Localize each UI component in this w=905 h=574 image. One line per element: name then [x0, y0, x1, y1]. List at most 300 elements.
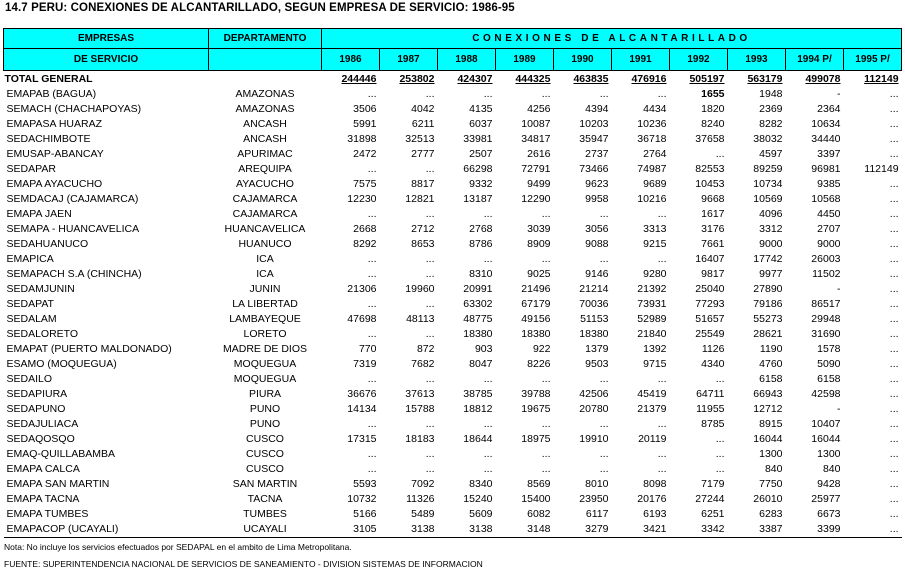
table-row [4, 462, 902, 477]
year-header: 1991 [612, 49, 670, 71]
empresa-cell: SEMDACAJ (CAJAMARCA) [6, 193, 139, 205]
value-cell: ... [367, 253, 377, 265]
value-cell: ... [483, 373, 493, 385]
value-cell: ... [425, 208, 435, 220]
empresa-cell: EMAPAB (BAGUA) [6, 88, 97, 100]
value-cell: ... [483, 418, 493, 430]
value-cell: 7092 [411, 478, 435, 490]
value-cell: 770 [358, 343, 377, 355]
year-header: 1995 P/ [844, 49, 902, 71]
value-cell: 6251 [701, 508, 725, 520]
connections-table [3, 28, 902, 538]
empresa-cell: SEDAJULIACA [6, 418, 79, 430]
value-cell: 6211 [411, 118, 435, 130]
value-cell: ... [599, 448, 609, 460]
departamento-cell: AREQUIPA [238, 163, 292, 175]
value-cell: 903 [474, 343, 493, 355]
empresa-cell: EMAPICA [6, 253, 54, 265]
value-cell: ... [889, 418, 899, 430]
value-cell: ... [889, 103, 899, 115]
table-row [4, 492, 902, 507]
empresa-cell: SEDALORETO [6, 328, 79, 340]
value-cell: 1617 [701, 208, 725, 220]
value-cell: 9668 [701, 193, 725, 205]
empresa-cell: EMAPA TUMBES [6, 508, 89, 520]
value-cell: 77293 [695, 298, 725, 310]
table-row [4, 162, 902, 177]
total-value-value: 476916 [631, 72, 667, 85]
empresa-cell: SEDAQOSQO [6, 433, 75, 445]
year-header: 1994 P/ [786, 49, 844, 71]
value-cell: 33981 [463, 133, 493, 145]
value-cell: 38032 [753, 133, 783, 145]
total-row [4, 71, 902, 88]
table-row [4, 117, 902, 132]
value-cell: ... [715, 373, 725, 385]
value-cell: ... [541, 208, 551, 220]
value-cell: 11955 [696, 403, 725, 415]
value-cell: 10453 [695, 178, 725, 190]
empresas-header-top: EMPRESAS [4, 29, 209, 49]
value-cell: 1392 [643, 343, 667, 355]
value-cell: 12712 [753, 403, 783, 415]
value-cell: 2764 [643, 148, 667, 160]
value-cell: 21840 [637, 328, 667, 340]
value-cell: 4096 [759, 208, 783, 220]
empresa-cell: SEDACHIMBOTE [6, 133, 91, 145]
value-cell: 34817 [521, 133, 551, 145]
value-cell: 1655 [701, 88, 725, 100]
value-cell: 19910 [579, 433, 609, 445]
empresa-cell: ESAMO (MOQUEGUA) [6, 358, 117, 370]
value-cell: 7750 [759, 478, 783, 490]
value-cell: ... [599, 88, 609, 100]
empresa-cell: SEDAPAR [6, 163, 56, 175]
departamento-cell: MOQUEGUA [233, 358, 297, 370]
value-cell: ... [541, 463, 551, 475]
value-cell: 21306 [347, 283, 377, 295]
departamento-cell: MOQUEGUA [233, 373, 297, 385]
value-cell: 20176 [637, 493, 667, 505]
departamento-cell: ANCASH [243, 133, 287, 145]
value-cell: 28621 [753, 328, 783, 340]
value-cell: 7575 [353, 178, 377, 190]
value-cell: 3342 [670, 522, 728, 538]
departamento-cell: CUSCO [246, 433, 284, 445]
total-value-value: 505197 [689, 72, 725, 85]
empresas-header-bottom: DE SERVICIO [4, 49, 209, 71]
value-cell: 10734 [753, 178, 783, 190]
value-cell: ... [367, 463, 377, 475]
value-cell: 8915 [759, 418, 783, 430]
value-cell: 10569 [753, 193, 783, 205]
value-cell: ... [889, 403, 899, 415]
value-cell: 8098 [643, 478, 667, 490]
value-cell: ... [541, 373, 551, 385]
departamento-cell: CAJAMARCA [232, 208, 298, 220]
value-cell: 8340 [469, 478, 493, 490]
departamento-cell: APURIMAC [237, 148, 293, 160]
value-cell: ... [483, 463, 493, 475]
value-cell: ... [657, 253, 667, 265]
value-cell: 89259 [753, 163, 783, 175]
value-cell: ... [599, 208, 609, 220]
empresa-cell: EMAPA AYACUCHO [6, 178, 103, 190]
value-cell: 8240 [701, 118, 725, 130]
value-cell: 96981 [811, 163, 841, 175]
value-cell: - [837, 403, 841, 415]
value-cell: ... [541, 448, 551, 460]
total-value-value: 112149 [864, 72, 899, 85]
departamento-cell: TUMBES [243, 508, 287, 520]
departamento-cell: TACNA [247, 493, 283, 505]
value-cell: ... [541, 253, 551, 265]
value-cell: 26010 [753, 493, 783, 505]
value-cell: 4434 [643, 103, 667, 115]
value-cell: 27244 [695, 493, 725, 505]
value-cell: 37658 [695, 133, 725, 145]
value-cell: 8310 [469, 268, 493, 280]
table-row [4, 357, 902, 372]
value-cell: 9280 [643, 268, 667, 280]
value-cell: ... [657, 463, 667, 475]
table-row [4, 237, 902, 252]
value-cell: 2712 [411, 223, 435, 235]
value-cell: 72791 [521, 163, 551, 175]
value-cell: 5593 [353, 478, 377, 490]
departamento-cell: CUSCO [246, 448, 284, 460]
value-cell: ... [889, 433, 899, 445]
value-cell: ... [483, 253, 493, 265]
empresa-cell: EMAPAT (PUERTO MALDONADO) [6, 343, 172, 355]
value-cell: 13187 [463, 193, 493, 205]
departamento-cell: PUNO [249, 403, 281, 415]
value-cell: ... [889, 133, 899, 145]
value-cell: 8817 [411, 178, 435, 190]
value-cell: 5166 [353, 508, 377, 520]
value-cell: 1300 [759, 448, 783, 460]
value-cell: 20780 [579, 403, 609, 415]
total-value-value: 463835 [573, 72, 609, 85]
value-cell: 2737 [585, 148, 609, 160]
departamento-cell: ANCASH [243, 118, 287, 130]
value-cell: 21496 [521, 283, 551, 295]
value-cell: 73931 [637, 298, 667, 310]
value-cell: 840 [822, 463, 841, 475]
value-cell: 8282 [759, 118, 783, 130]
footnote: Nota: No incluye los servicios efectuados por SEDAPAL en el ambito de Lima Metropolitana. [4, 542, 352, 552]
departamento-cell: AMAZONAS [235, 103, 295, 115]
value-cell: 52989 [637, 313, 667, 325]
value-cell: 8010 [585, 478, 609, 490]
value-cell: 10236 [637, 118, 667, 130]
value-cell: 4394 [585, 103, 609, 115]
value-cell: 3039 [527, 223, 551, 235]
value-cell: 10634 [811, 118, 841, 130]
value-cell: ... [599, 463, 609, 475]
year-header: 1989 [496, 49, 554, 71]
value-cell: 9385 [817, 178, 841, 190]
value-cell: 6193 [643, 508, 667, 520]
table-row [4, 327, 902, 342]
value-cell: 12821 [405, 193, 435, 205]
value-cell: 38785 [463, 388, 493, 400]
value-cell: ... [889, 358, 899, 370]
value-cell: 11502 [812, 268, 841, 280]
value-cell: 2369 [759, 103, 783, 115]
value-cell: ... [425, 253, 435, 265]
value-cell: ... [599, 418, 609, 430]
value-cell: 5991 [353, 118, 377, 130]
value-cell: 34440 [811, 133, 841, 145]
value-cell: 10087 [521, 118, 551, 130]
value-cell: 6158 [817, 373, 841, 385]
value-cell: 8653 [411, 238, 435, 250]
value-cell: ... [483, 208, 493, 220]
value-cell: ... [367, 163, 377, 175]
year-header: 1988 [438, 49, 496, 71]
table-row [4, 87, 902, 102]
value-cell: 15240 [463, 493, 493, 505]
value-cell: 74987 [637, 163, 667, 175]
departamento-cell: LA LIBERTAD [232, 298, 298, 310]
table-row [4, 207, 902, 222]
value-cell: 36676 [347, 388, 377, 400]
value-cell: 66298 [463, 163, 493, 175]
departamento-header-blank [209, 49, 322, 71]
value-cell: 4042 [411, 103, 435, 115]
value-cell: 8909 [527, 238, 551, 250]
value-cell: 9715 [643, 358, 667, 370]
value-cell: 840 [764, 463, 783, 475]
value-cell: 18812 [463, 403, 493, 415]
year-header: 1990 [554, 49, 612, 71]
total-value-value: 563179 [747, 72, 783, 85]
value-cell: 3421 [612, 522, 670, 538]
empresa-cell: EMAQ-QUILLABAMBA [6, 448, 116, 460]
value-cell: ... [541, 88, 551, 100]
value-cell: 47698 [347, 313, 377, 325]
value-cell: 8569 [527, 478, 551, 490]
table-row [4, 267, 902, 282]
value-cell: 4450 [817, 208, 841, 220]
value-cell: 26003 [811, 253, 841, 265]
table-row [4, 432, 902, 447]
value-cell: 39788 [521, 388, 551, 400]
empresa-cell: EMAPA SAN MARTIN [6, 478, 110, 490]
value-cell: 10732 [347, 493, 377, 505]
departamento-cell: UCAYALI [209, 522, 322, 538]
empresa-cell: SEDAPUNO [6, 403, 66, 415]
value-cell: 2472 [353, 148, 377, 160]
value-cell: 25040 [695, 283, 725, 295]
value-cell: 1948 [759, 88, 783, 100]
table-row [4, 402, 902, 417]
empresa-cell: SEDAPIURA [6, 388, 68, 400]
value-cell: 19960 [405, 283, 435, 295]
value-cell: 6158 [759, 373, 783, 385]
total-label: TOTAL GENERAL [4, 71, 209, 88]
value-cell: 18644 [463, 433, 493, 445]
value-cell: ... [889, 493, 899, 505]
value-cell: 79186 [753, 298, 783, 310]
value-cell: ... [889, 328, 899, 340]
value-cell: 6082 [527, 508, 551, 520]
departamento-cell: ICA [256, 268, 274, 280]
value-cell: 2768 [469, 223, 493, 235]
empresa-cell: SEDAILO [6, 373, 53, 385]
value-cell: ... [889, 88, 899, 100]
total-value-value: 253802 [399, 72, 435, 85]
value-cell: 3399 [786, 522, 844, 538]
value-cell: ... [889, 313, 899, 325]
value-cell: 7661 [701, 238, 725, 250]
value-cell: 9332 [469, 178, 493, 190]
source-line: FUENTE: SUPERINTENDENCIA NACIONAL DE SERVICIOS DE SANEAMIENTO - DIVISION SISTEMAS DE INFORMACION [4, 559, 483, 569]
value-cell: 35947 [579, 133, 609, 145]
value-cell: 7682 [411, 358, 435, 370]
total-value-value: 499078 [805, 72, 841, 85]
value-cell: 45419 [637, 388, 667, 400]
value-cell: 48775 [463, 313, 493, 325]
table-row [4, 372, 902, 387]
value-cell: ... [889, 193, 899, 205]
value-cell: 49156 [521, 313, 551, 325]
value-cell: 10203 [579, 118, 609, 130]
value-cell: 31690 [811, 328, 841, 340]
total-value-value: 424307 [457, 72, 493, 85]
value-cell: 18183 [405, 433, 435, 445]
table-row [4, 447, 902, 462]
value-cell: 25977 [811, 493, 841, 505]
table-row [4, 297, 902, 312]
value-cell: ... [367, 208, 377, 220]
value-cell: 9499 [527, 178, 551, 190]
value-cell: ... [367, 418, 377, 430]
value-cell: 9000 [759, 238, 783, 250]
total-value [438, 71, 496, 88]
departamento-cell: LAMBAYEQUE [229, 313, 301, 325]
table-row [4, 342, 902, 357]
table-row [4, 102, 902, 117]
table-row [4, 387, 902, 402]
empresa-cell: SEMAPACH S.A (CHINCHA) [6, 268, 142, 280]
departamento-cell: LORETO [243, 328, 287, 340]
value-cell: ... [367, 88, 377, 100]
value-cell: 86517 [811, 298, 841, 310]
empresa-cell: EMUSAP-ABANCAY [6, 148, 104, 160]
value-cell: 1126 [701, 343, 725, 355]
departamento-cell: SAN MARTIN [232, 478, 298, 490]
value-cell: ... [889, 343, 899, 355]
total-value [322, 71, 380, 88]
value-cell: ... [889, 448, 899, 460]
value-cell: 4340 [701, 358, 725, 370]
value-cell: 4760 [759, 358, 783, 370]
value-cell: 1820 [701, 103, 725, 115]
value-cell: ... [657, 208, 667, 220]
empresa-cell: EMAPA JAEN [6, 208, 72, 220]
group-header: CONEXIONES DE ALCANTARILLADO [322, 29, 902, 49]
value-cell: 6037 [469, 118, 493, 130]
value-cell: 3138 [438, 522, 496, 538]
value-cell: 55273 [753, 313, 783, 325]
year-header: 1987 [380, 49, 438, 71]
value-cell: 73466 [579, 163, 609, 175]
value-cell: ... [844, 522, 902, 538]
value-cell: 19675 [521, 403, 551, 415]
value-cell: 20991 [463, 283, 493, 295]
value-cell: 9817 [701, 268, 725, 280]
value-cell: 3056 [585, 223, 609, 235]
total-value-value: 244446 [341, 72, 377, 85]
total-value [728, 71, 786, 88]
departamento-cell: CUSCO [246, 463, 284, 475]
value-cell: ... [599, 253, 609, 265]
value-cell: 7179 [701, 478, 725, 490]
departamento-cell: HUANCAVELICA [224, 223, 306, 235]
value-cell: 9146 [585, 268, 609, 280]
value-cell: ... [889, 508, 899, 520]
value-cell: 9689 [643, 178, 667, 190]
departamento-cell: MADRE DE DIOS [222, 343, 307, 355]
value-cell: ... [367, 328, 377, 340]
empresa-cell: EMAPA TACNA [6, 493, 80, 505]
value-cell: 16044 [753, 433, 783, 445]
value-cell: ... [657, 373, 667, 385]
total-value [496, 71, 554, 88]
value-cell: 8785 [701, 418, 725, 430]
departamento-cell: PIURA [248, 388, 282, 400]
value-cell: ... [889, 388, 899, 400]
value-cell: 7319 [353, 358, 377, 370]
value-cell: 3105 [322, 522, 380, 538]
value-cell: 10568 [811, 193, 841, 205]
total-departamento-blank [209, 71, 322, 88]
value-cell: 8292 [353, 238, 377, 250]
value-cell: 8786 [469, 238, 493, 250]
value-cell: 2364 [817, 103, 841, 115]
value-cell: 14134 [347, 403, 377, 415]
value-cell: 3506 [353, 103, 377, 115]
table-row [4, 282, 902, 297]
value-cell: ... [425, 268, 435, 280]
value-cell: 6117 [585, 508, 609, 520]
value-cell: 9503 [585, 358, 609, 370]
total-value-value: 444325 [515, 72, 551, 85]
value-cell: 8047 [469, 358, 493, 370]
value-cell: 3148 [496, 522, 554, 538]
value-cell: ... [425, 328, 435, 340]
table-row [4, 312, 902, 327]
value-cell: 2707 [817, 223, 841, 235]
total-value [612, 71, 670, 88]
year-header: 1992 [670, 49, 728, 71]
value-cell: ... [889, 223, 899, 235]
value-cell: ... [715, 148, 725, 160]
departamento-cell: AYACUCHO [236, 178, 294, 190]
value-cell: ... [425, 463, 435, 475]
value-cell: 31898 [347, 133, 377, 145]
value-cell: 21392 [637, 283, 667, 295]
value-cell: 10407 [811, 418, 841, 430]
table-title: 14.7 PERU: CONEXIONES DE ALCANTARILLADO, SEGUN EMPRESA DE SERVICIO: 1986-95 [5, 2, 515, 14]
value-cell: 3313 [643, 223, 667, 235]
value-cell: ... [425, 373, 435, 385]
value-cell: 2777 [411, 148, 435, 160]
value-cell: 11326 [406, 493, 435, 505]
departamento-cell: JUNIN [249, 283, 281, 295]
